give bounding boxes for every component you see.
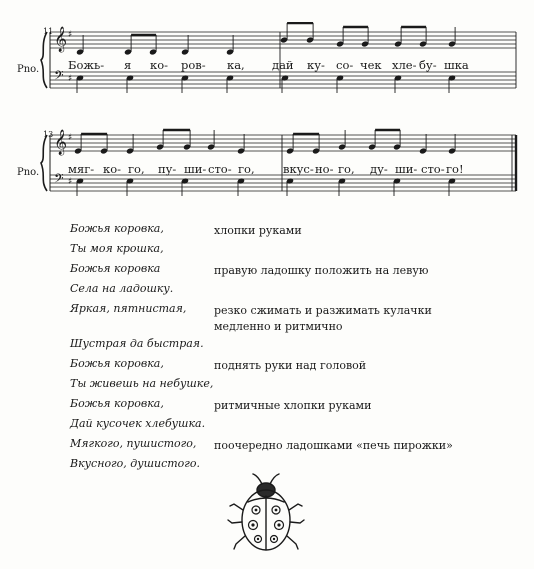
lyric-syllable: мяг- <box>68 162 95 176</box>
poem-line: Шустрая да быстрая. <box>70 337 204 350</box>
lyric-syllable: ши- <box>184 162 207 176</box>
lyric-syllable: шка <box>444 58 469 72</box>
lyric-syllable: го! <box>446 162 464 176</box>
score-system-1 <box>0 22 534 122</box>
action-text: хлопки руками <box>214 224 302 237</box>
poem-line: Яркая, пятнистая, <box>70 302 187 315</box>
poem-line: Божья коровка <box>70 262 161 275</box>
measure-number: 11 <box>43 27 54 36</box>
ladybug-icon <box>226 470 306 560</box>
lyric-syllable: ко- <box>103 162 121 176</box>
lyrics-line-1 <box>0 58 534 72</box>
lyric-syllable: ду- <box>370 162 388 176</box>
poem-line: Дай кусочек хлебушка. <box>70 417 206 430</box>
lyric-syllable: чек <box>360 58 382 72</box>
poem-line: Ты моя крошка, <box>70 242 164 255</box>
lyric-syllable: хле- <box>392 58 417 72</box>
lyric-syllable: дай <box>272 58 294 72</box>
lyric-syllable: ка, <box>227 58 245 72</box>
lyric-syllable: го, <box>338 162 355 176</box>
poem-line: Божья коровка, <box>70 357 164 370</box>
lyric-syllable: ши- <box>395 162 418 176</box>
lyric-syllable: бу- <box>419 58 437 72</box>
bass-clef: 𝄢 <box>54 68 64 86</box>
action-text: ритмичные хлопки руками <box>214 399 372 412</box>
staff-system-1 <box>0 22 534 122</box>
lyric-syllable: со- <box>336 58 354 72</box>
action-text: резко сжимать и разжимать кулачки <box>214 304 432 317</box>
instrument-label: Pno. <box>17 167 40 178</box>
lyric-syllable: я <box>124 58 132 72</box>
key-signature: ♯ <box>68 74 73 84</box>
action-text: поднять руки над головой <box>214 359 367 372</box>
lyrics-line-2 <box>0 162 534 176</box>
lyric-syllable: го, <box>128 162 145 176</box>
instrument-label: Pno. <box>17 64 40 75</box>
poem-line: Мягкого, пушистого, <box>70 437 197 450</box>
lyric-syllable: ров- <box>181 58 206 72</box>
key-signature: ♯ <box>68 30 73 40</box>
lyric-syllable: сто- <box>208 162 232 176</box>
lyric-syllable: но- <box>315 162 334 176</box>
key-signature: ♯ <box>68 133 73 143</box>
bass-clef: 𝄢 <box>54 171 64 189</box>
lyric-syllable: ко- <box>150 58 168 72</box>
measure-number: 13 <box>43 130 54 139</box>
lyric-syllable: пу- <box>158 162 177 176</box>
poem-line: Божья коровка, <box>70 222 164 235</box>
poem-line: Ты живешь на небушке, <box>70 377 214 390</box>
treble-clef: 𝄞 <box>54 130 68 155</box>
lyric-syllable: сто- <box>421 162 445 176</box>
action-text: правую ладошку положить на левую <box>214 264 429 277</box>
action-text: поочередно ладошками «печь пирожки» <box>214 439 453 452</box>
poem-line: Божья коровка, <box>70 397 164 410</box>
poem-line: Вкусного, душистого. <box>70 457 200 470</box>
lyric-syllable: го, <box>238 162 255 176</box>
lyric-syllable: Божь- <box>68 58 105 72</box>
poem-line: Села на ладошку. <box>70 282 174 295</box>
key-signature: ♯ <box>68 177 73 187</box>
action-text: медленно и ритмично <box>214 320 343 333</box>
lyric-syllable: вкус- <box>283 162 314 176</box>
lyric-syllable: ку- <box>307 58 325 72</box>
treble-clef: 𝄞 <box>54 27 68 52</box>
